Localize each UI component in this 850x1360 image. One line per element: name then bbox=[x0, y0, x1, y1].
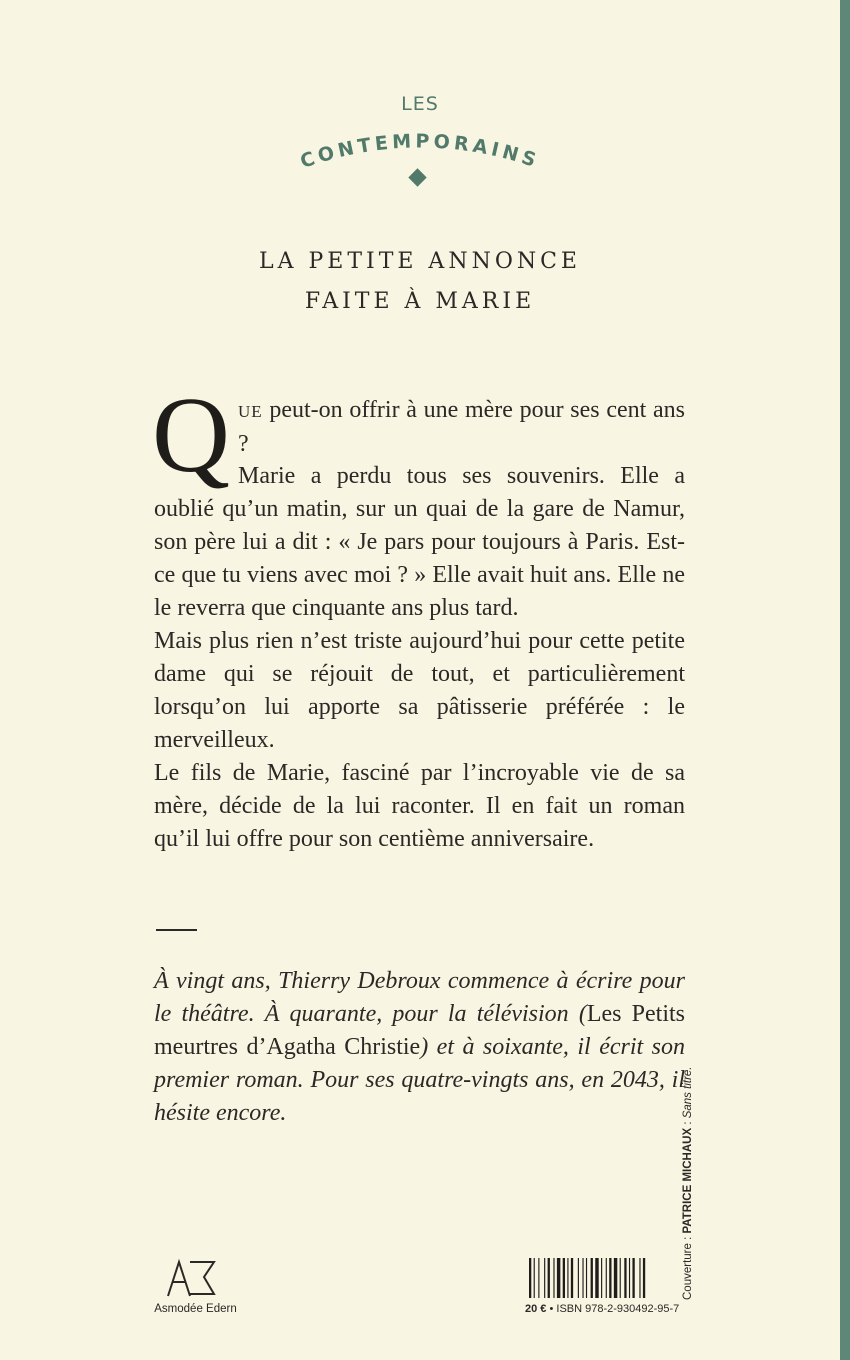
barcode-bar bbox=[601, 1258, 602, 1298]
drop-cap: Q bbox=[152, 376, 230, 495]
blurb-p2-text: Marie a perdu tous ses souvenirs. Elle a oublié qu’un matin, sur un quai de la gare de Namur, son père lui a dit : « Je pars pour toujours à Paris. Est-ce que tu viens avec moi ? » Elle avait huit ans. Elle ne le reverra que cinquante ans plus tard. bbox=[154, 463, 685, 621]
credit-artist: PATRICE MICHAUX bbox=[682, 1127, 694, 1234]
book-title-line-1: LA PETITE ANNONCE bbox=[258, 249, 581, 274]
barcode-bar bbox=[578, 1258, 579, 1298]
cover-credit bbox=[682, 1060, 694, 1300]
series-les: LES bbox=[401, 93, 439, 115]
blurb-p1-text: peut-on offrir à une mère pour ses cent ans ? bbox=[238, 397, 685, 457]
credit-sep: : bbox=[682, 1118, 694, 1128]
blurb bbox=[154, 394, 685, 461]
barcode-bar bbox=[643, 1258, 645, 1298]
barcode-bar bbox=[609, 1258, 611, 1298]
barcode-bar bbox=[571, 1258, 573, 1298]
barcode-bar bbox=[544, 1258, 545, 1298]
section-divider bbox=[156, 929, 197, 931]
barcode-bar bbox=[639, 1258, 640, 1298]
barcode-bar bbox=[553, 1258, 554, 1298]
price-isbn bbox=[525, 1303, 679, 1315]
credit-work: Sans titre. bbox=[682, 1066, 694, 1119]
barcode-bar bbox=[563, 1258, 565, 1298]
svg-text:CONTEMPORAINS bbox=[298, 130, 543, 172]
lead-smallcaps: UE bbox=[238, 402, 263, 421]
barcode-bar bbox=[548, 1258, 550, 1298]
publisher-name: Asmodée Edern bbox=[154, 1303, 237, 1315]
barcode-bar bbox=[582, 1258, 583, 1298]
blurb-continued bbox=[154, 460, 685, 856]
bio-part-2: ) et à soixante, il écrit son premier roman. Pour ses quatre-vingts ans, en 2043, il hésite encore. bbox=[154, 1034, 685, 1126]
author-bio bbox=[154, 965, 685, 1130]
series-name: CONTEMPORAINS bbox=[297, 130, 543, 173]
isbn: ISBN 978-2-930492-95-7 bbox=[556, 1303, 680, 1315]
blurb-paragraph-3: Mais plus rien n’est triste aujourd’hui pour cette petite dame qui se réjouit de tout, et particulièrement lorsqu’on lui apporte sa pâtisserie préférée : le merveilleux. bbox=[154, 628, 685, 753]
price-separator: • bbox=[546, 1303, 557, 1315]
barcode-bar bbox=[567, 1258, 568, 1298]
blurb-paragraph-4: Le fils de Marie, fasciné par l’incroyable vie de sa mère, décide de la lui raconter. Il en fait un roman qu’il lui offre pour son centième anniversaire. bbox=[154, 760, 685, 852]
barcode-bar bbox=[529, 1258, 531, 1298]
barcode-bar bbox=[606, 1258, 607, 1298]
barcode-bar bbox=[624, 1258, 626, 1298]
barcode-bar bbox=[586, 1258, 587, 1298]
credit-label: Couverture : bbox=[682, 1233, 694, 1300]
barcode bbox=[529, 1258, 679, 1298]
blurb-paragraph-2-text bbox=[154, 460, 685, 625]
barcode-bar bbox=[620, 1258, 621, 1298]
barcode-bar bbox=[632, 1258, 634, 1298]
barcode-bar bbox=[534, 1258, 535, 1298]
blurb-paragraph-1 bbox=[154, 394, 685, 461]
bio-part-1: À vingt ans, Thierry Debroux commence à écrire pour le théâtre. À quarante, pour la télévision ( bbox=[154, 968, 685, 1027]
barcode-bar bbox=[595, 1258, 598, 1298]
barcode-bar bbox=[557, 1258, 560, 1298]
spine-strip bbox=[840, 0, 850, 1360]
price: 20 € bbox=[525, 1303, 547, 1315]
publisher-logo bbox=[166, 1258, 218, 1298]
barcode-bar bbox=[591, 1258, 593, 1298]
barcode-bar bbox=[614, 1258, 617, 1298]
book-title-line-2: FAITE À MARIE bbox=[304, 289, 536, 314]
tv-show-title: Les Petits meurtres d’Agatha Christie bbox=[154, 1001, 686, 1060]
series-name-arc bbox=[270, 110, 570, 180]
barcode-bar bbox=[538, 1258, 539, 1298]
barcode-bar bbox=[629, 1258, 630, 1298]
